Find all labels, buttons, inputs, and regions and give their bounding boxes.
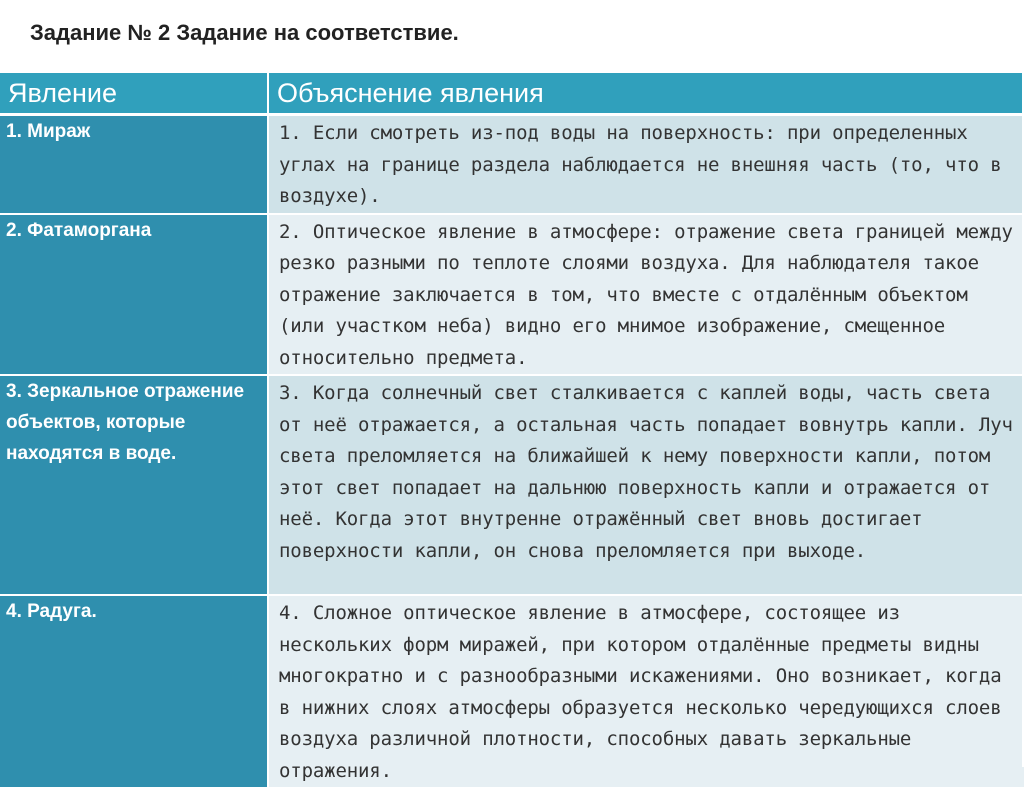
explanation-cell: 2. Оптическое явление в атмосфере: отражение света границей между резко разными по теплоте слоями воздуха. Для наблюдателя такое отражение заключается в том, что вместе с отдалённым объектом (или участком неба) видно его мнимое изображение, смещенное относительно предмета. <box>268 214 1024 376</box>
explanation-cell: 3. Когда солнечный свет сталкивается с каплей воды, часть света от неё отражается, а остальная часть попадает вовнутрь капли. Луч света преломляется на ближайшей к нему поверхности капли, потом этот свет попадает на дальнюю поверхность капли и отражается от неё. Когда этот внутренне отражённый свет вновь достигает поверхности капли, он снова преломляется при выходе. <box>268 375 1024 595</box>
explanation-cell: 4. Сложное оптическое явление в атмосфере, состоящее из нескольких форм миражей, при котором отдалённые предметы видны многократно и с разнообразными искажениями. Оно возникает, когда в нижних слоях атмосферы образуется несколько чередующихся слоев воздуха различной плотности, способных давать зеркальные отражения. <box>268 595 1024 788</box>
table-header-row <box>0 73 1024 115</box>
table-row <box>0 595 1024 788</box>
table-row <box>0 375 1024 595</box>
page-title: Задание № 2 Задание на соответствие. <box>30 20 459 45</box>
phenomenon-cell: 1. Мираж <box>0 115 268 214</box>
column-header-explanation: Объяснение явления <box>268 73 1024 115</box>
explanation-cell: 1. Если смотреть из-под воды на поверхность: при определенных углах на границе раздела наблюдается не внешняя часть (то, что в воздухе). <box>268 115 1024 214</box>
table-row <box>0 214 1024 376</box>
table-row <box>0 115 1024 214</box>
phenomenon-cell: 4. Радуга. <box>0 595 268 788</box>
column-header-phenomenon: Явление <box>0 73 268 115</box>
matching-table <box>0 73 1024 789</box>
phenomenon-cell: 2. Фатаморгана <box>0 214 268 376</box>
phenomenon-cell: 3. Зеркальное отражение объектов, которые находятся в воде. <box>0 375 268 595</box>
